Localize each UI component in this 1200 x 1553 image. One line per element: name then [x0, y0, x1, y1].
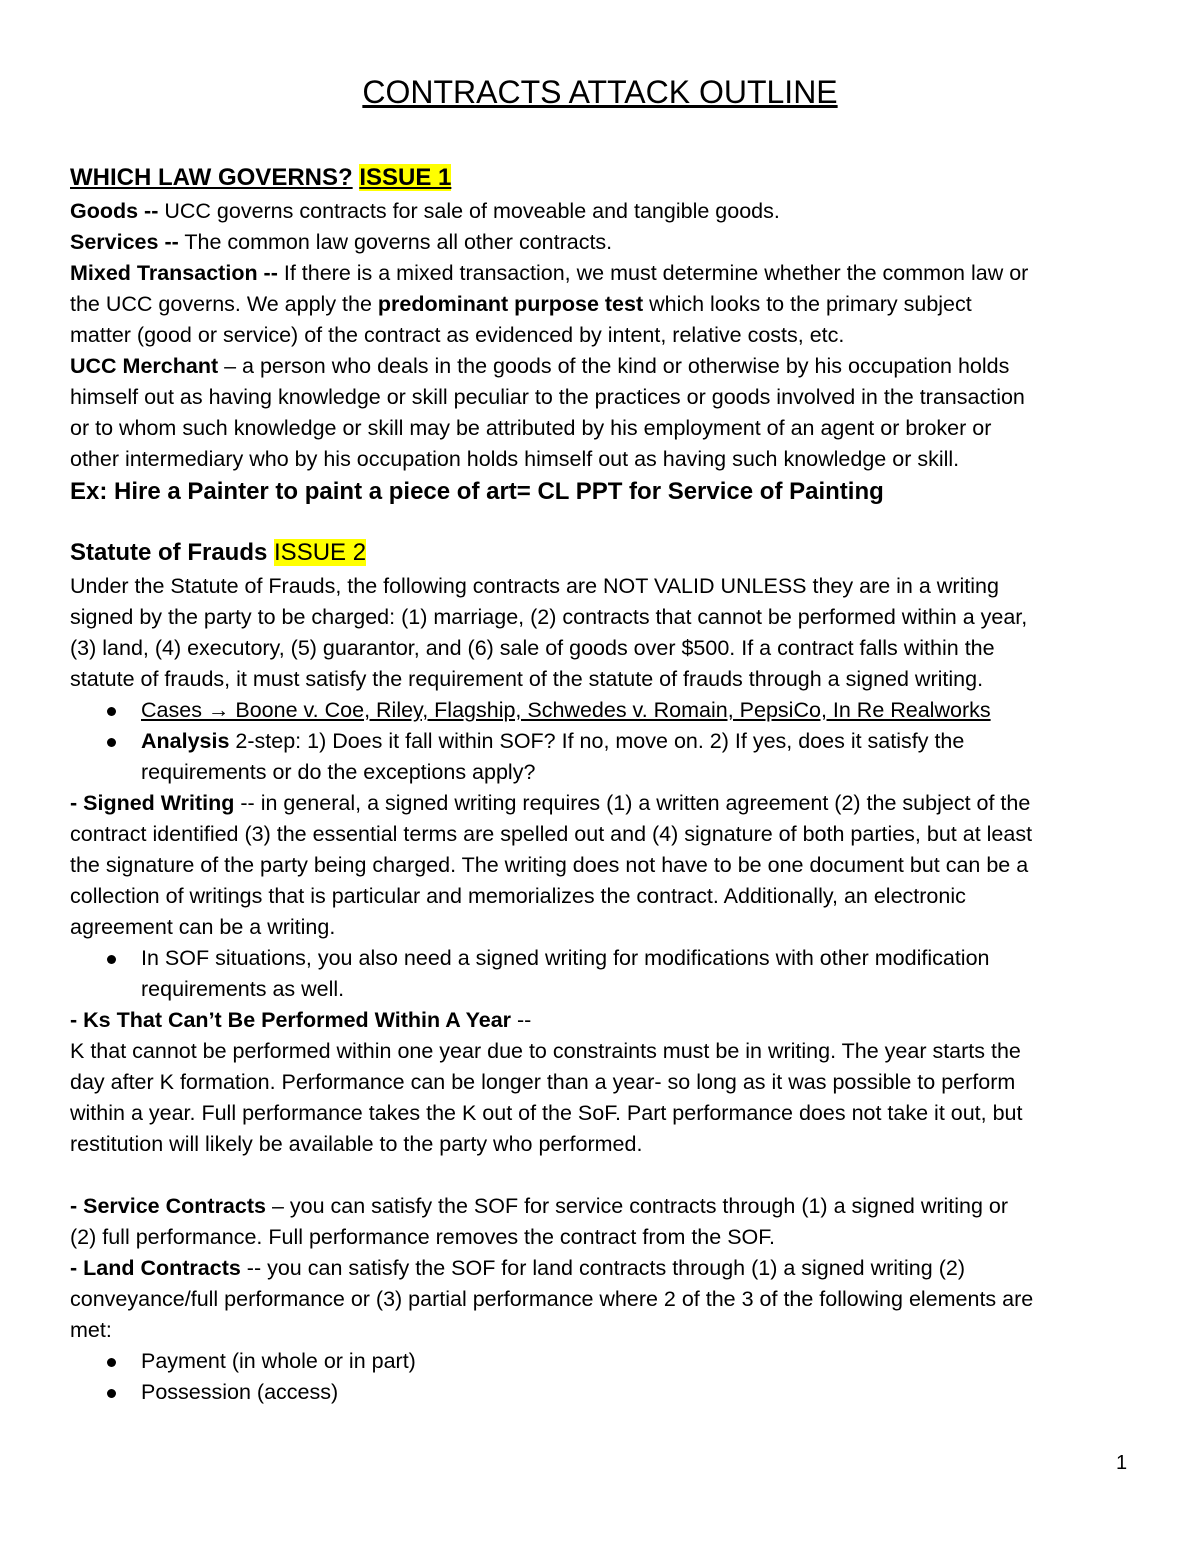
spacer — [70, 509, 1135, 535]
merchant-line-4: other intermediary who by his occupation holds himself out as having such knowledge or skill. — [70, 447, 960, 471]
bullet-icon — [107, 1389, 116, 1398]
modifications-line-2: requirements as well. — [141, 977, 345, 1001]
section-heading-sof — [70, 535, 1135, 571]
bullet-modifications — [70, 943, 1135, 974]
service-line-1 — [70, 1191, 1135, 1222]
goods-text: UCC governs contracts for sale of moveable and tangible goods. — [158, 199, 780, 223]
analysis-label: Analysis — [141, 729, 230, 753]
year-line-3: within a year. Full performance takes the K out of the SoF. Part performance does not take it out, but — [70, 1101, 1023, 1125]
bullet-cases — [70, 695, 1135, 726]
goods-line — [70, 196, 1135, 227]
year-heading — [70, 1005, 1135, 1036]
merchant-line-2: himself out as having knowledge or skill peculiar to the practices or goods involved in the transaction — [70, 385, 1025, 409]
services-label: Services -- — [70, 230, 179, 254]
land-line-2: conveyance/full performance or (3) partial performance where 2 of the 3 of the following elements are — [70, 1287, 1034, 1311]
mixed-line-3: matter (good or service) of the contract as evidenced by intent, relative costs, etc. — [70, 323, 845, 347]
issue-badge: ISSUE 2 — [274, 539, 367, 566]
service-label: - Service Contracts — [70, 1194, 266, 1218]
spacer — [70, 1160, 1135, 1191]
mixed-line-1 — [70, 258, 1135, 289]
year-dash: -- — [511, 1008, 532, 1032]
sof-intro-1: Under the Statute of Frauds, the following contracts are NOT VALID UNLESS they are in a writing — [70, 574, 999, 598]
year-line-2: day after K formation. Performance can be longer than a year- so long as it was possible to perform — [70, 1070, 1016, 1094]
analysis-text: 2-step: 1) Does it fall within SOF? If no, move on. 2) If yes, does it satisfy the — [229, 729, 965, 753]
signed-line-2: contract identified (3) the essential terms are spelled out and (4) signature of both parties, but at least — [70, 822, 1033, 846]
mixed-text: the UCC governs. We apply the — [70, 292, 378, 316]
heading-text: WHICH LAW GOVERNS? — [70, 164, 353, 191]
merchant-text: – a person who deals in the goods of the kind or otherwise by his occupation holds — [218, 354, 1010, 378]
section-heading-law — [70, 160, 1135, 196]
signed-label: - Signed Writing — [70, 791, 235, 815]
mixed-text: If there is a mixed transaction, we must determine whether the common law or — [277, 261, 1029, 285]
mixed-label: Mixed Transaction -- — [70, 261, 278, 285]
land-line-3: met: — [70, 1318, 112, 1342]
document-body — [70, 160, 1135, 1408]
bullet-analysis — [70, 726, 1135, 757]
issue-badge: ISSUE 1 — [359, 164, 452, 191]
service-text: – you can satisfy the SOF for service contracts through (1) a signed writing or — [265, 1194, 1009, 1218]
merchant-line-1 — [70, 351, 1135, 382]
merchant-label: UCC Merchant — [70, 354, 219, 378]
signed-line-5: agreement can be a writing. — [70, 915, 336, 939]
sof-intro-3: (3) land, (4) executory, (5) guarantor, and (6) sale of goods over $500. If a contract falls within the — [70, 636, 995, 660]
modifications-text: In SOF situations, you also need a signed writing for modifications with other modification — [141, 946, 990, 970]
mixed-line-2 — [70, 289, 1135, 320]
bullet-icon — [107, 955, 116, 964]
page-number: 1 — [1116, 1452, 1128, 1474]
payment-text: Payment (in whole or in part) — [141, 1349, 416, 1373]
heading-text: Statute of Frauds — [70, 539, 268, 566]
goods-label: Goods -- — [70, 199, 159, 223]
document-title: CONTRACTS ATTACK OUTLINE — [362, 74, 838, 110]
year-line-4: restitution will likely be available to the party who performed. — [70, 1132, 643, 1156]
bullet-payment — [70, 1346, 1135, 1377]
services-line — [70, 227, 1135, 258]
mixed-text: which looks to the primary subject — [643, 292, 972, 316]
bullet-icon — [107, 707, 116, 716]
land-line-1 — [70, 1253, 1135, 1284]
predominant-purpose-term: predominant purpose test — [377, 292, 644, 316]
signed-line-3: the signature of the party being charged. The writing does not have to be one document but can be a — [70, 853, 1029, 877]
bullet-icon — [107, 1358, 116, 1367]
year-line-1: K that cannot be performed within one year due to constraints must be in writing. The year starts the — [70, 1039, 1021, 1063]
signed-line-4: collection of writings that is particular and memorializes the contract. Additionally, an electronic — [70, 884, 966, 908]
services-text: The common law governs all other contracts. — [178, 230, 613, 254]
sof-intro-4: statute of frauds, it must satisfy the requirement of the statute of frauds through a signed writing. — [70, 667, 984, 691]
sof-intro-2: signed by the party to be charged: (1) marriage, (2) contracts that cannot be performed within a year, — [70, 605, 1028, 629]
bullet-icon — [107, 738, 116, 747]
signed-line-1 — [70, 788, 1135, 819]
analysis-line-2: requirements or do the exceptions apply? — [141, 760, 536, 784]
example-line: Ex: Hire a Painter to paint a piece of art= CL PPT for Service of Painting — [70, 478, 884, 505]
land-text: -- you can satisfy the SOF for land contracts through (1) a signed writing (2) — [240, 1256, 965, 1280]
land-label: - Land Contracts — [70, 1256, 241, 1280]
year-label: - Ks That Can’t Be Performed Within A Year — [70, 1008, 512, 1032]
service-line-2: (2) full performance. Full performance removes the contract from the SOF. — [70, 1225, 775, 1249]
signed-text: -- in general, a signed writing requires (1) a written agreement (2) the subject of the — [234, 791, 1031, 815]
possession-text: Possession (access) — [141, 1380, 339, 1404]
merchant-line-3: or to whom such knowledge or skill may be attributed by his employment of an agent or broker or — [70, 416, 992, 440]
bullet-possession — [70, 1377, 1135, 1408]
cases-text: Cases → Boone v. Coe, Riley, Flagship, Schwedes v. Romain, PepsiCo, In Re Realworks — [141, 698, 991, 722]
